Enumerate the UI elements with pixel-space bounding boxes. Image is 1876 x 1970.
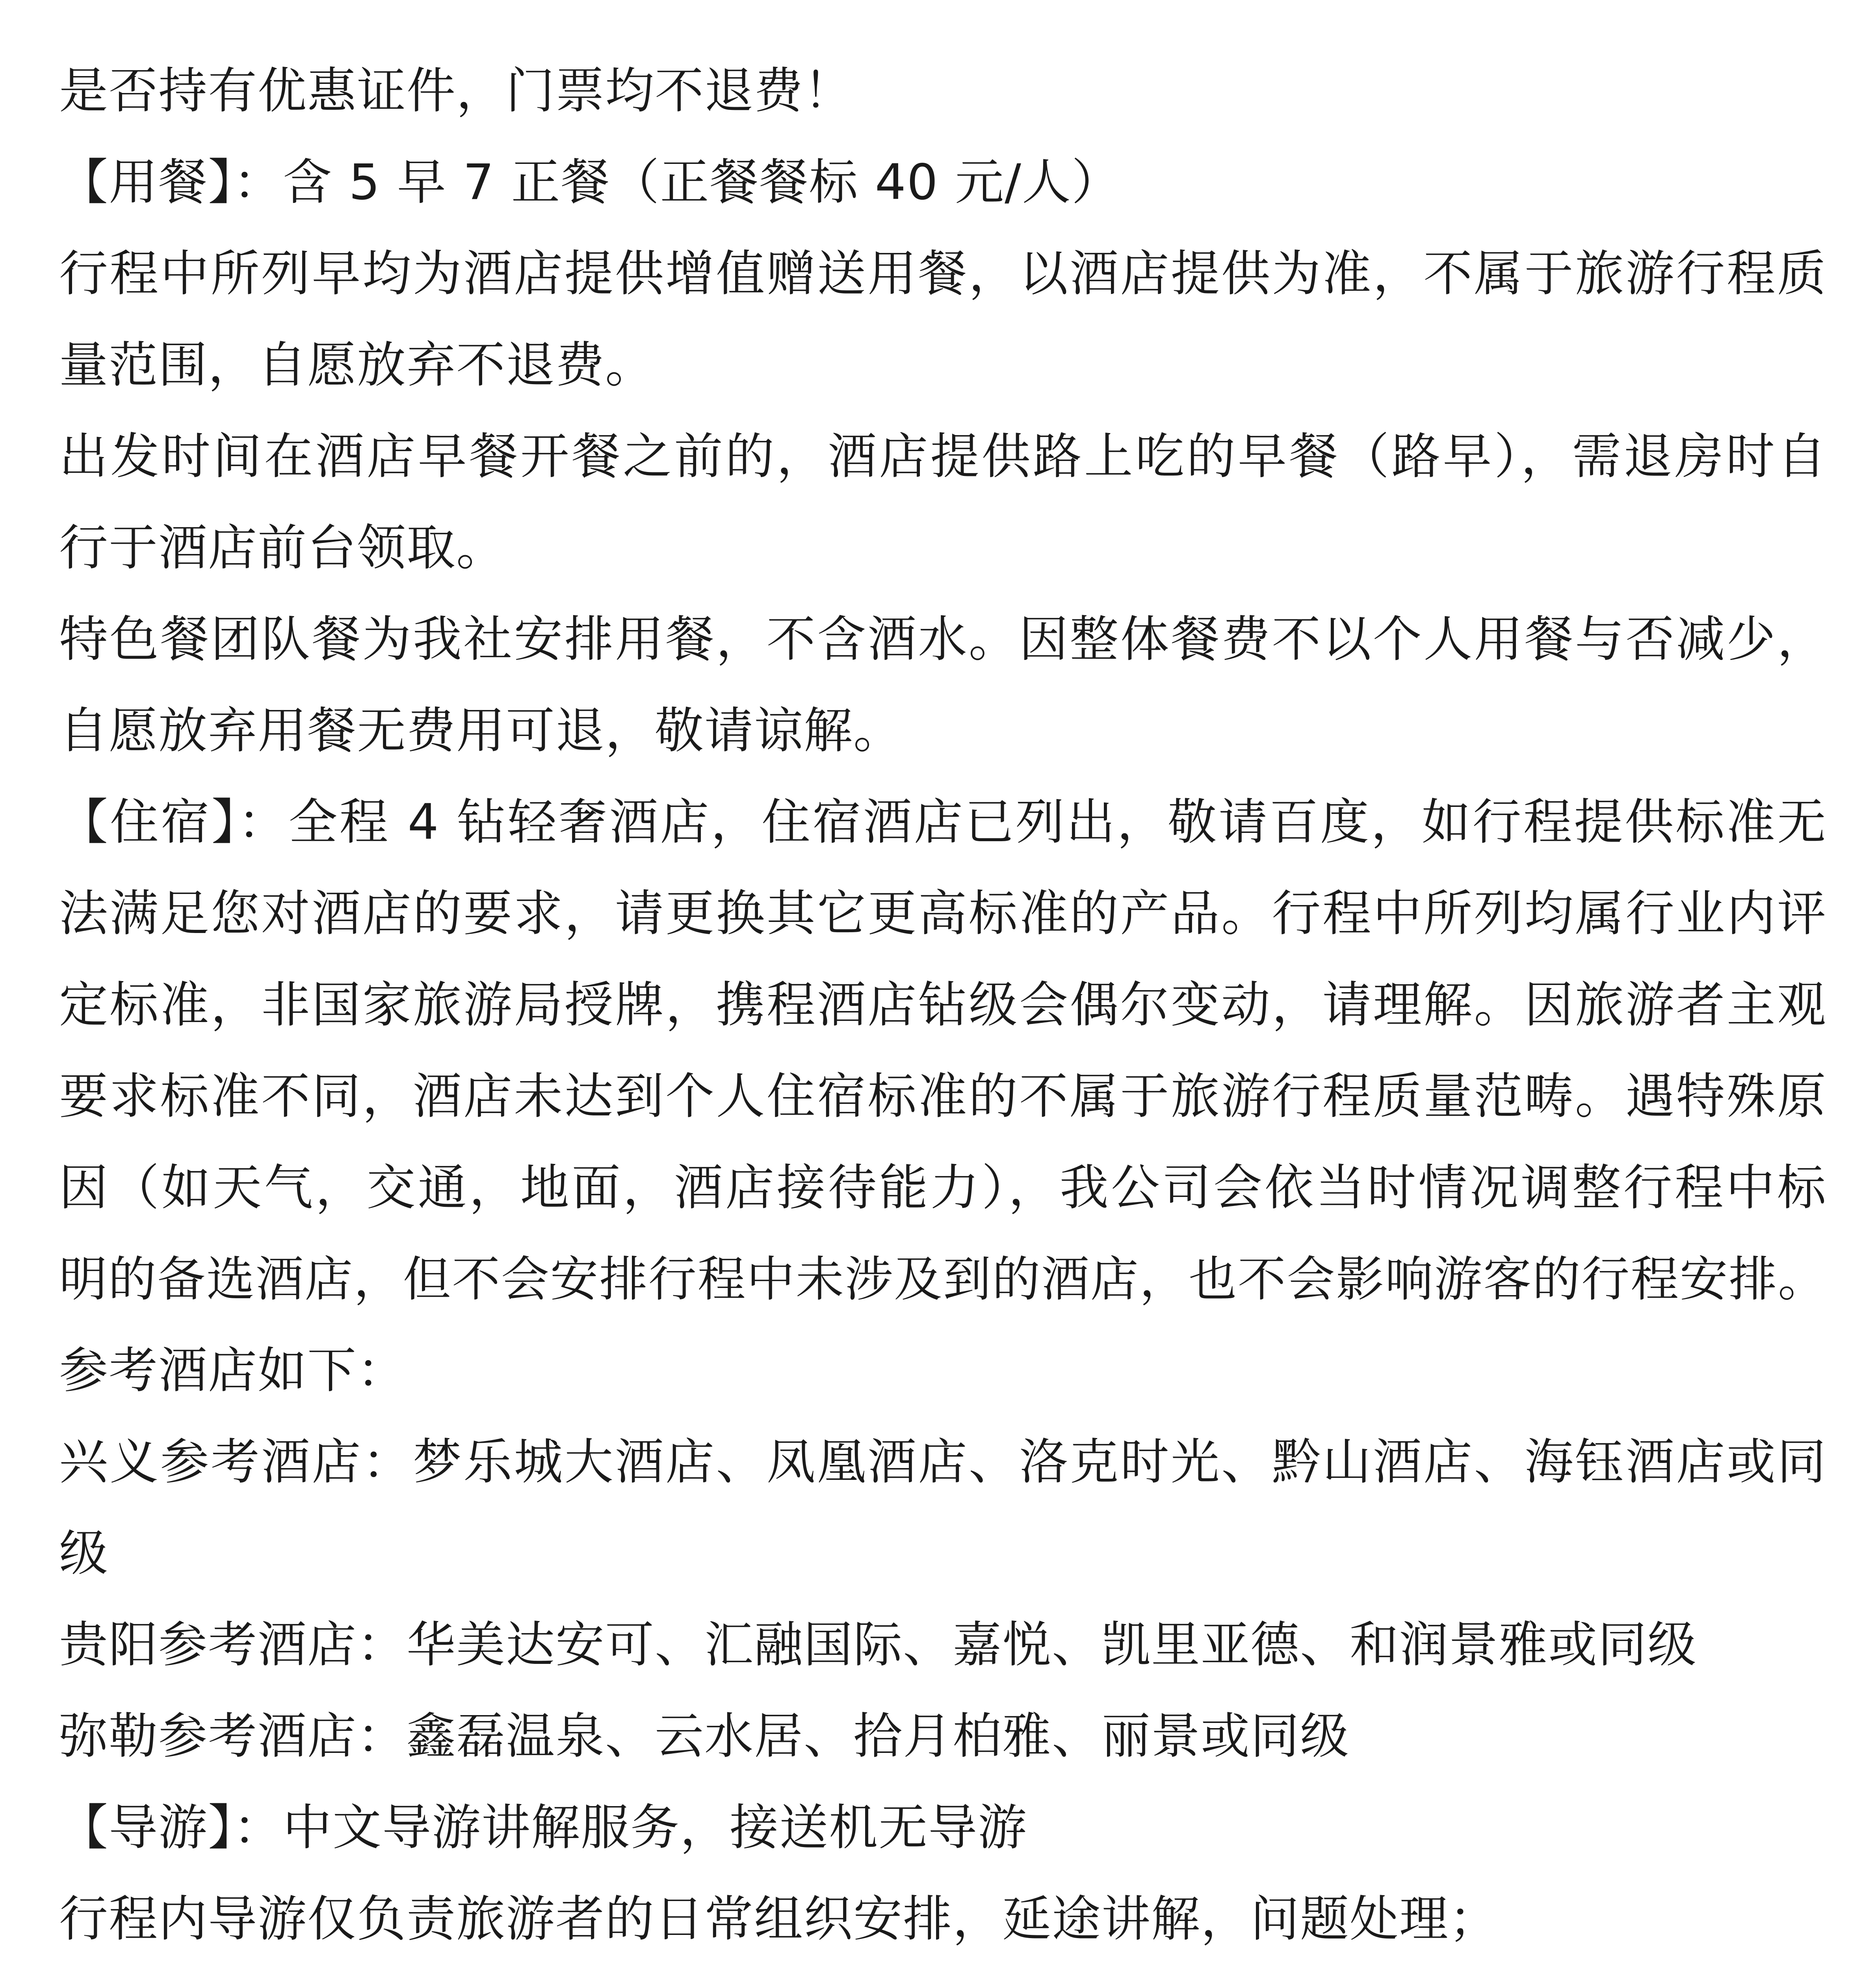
text-line: 贵阳参考酒店：华美达安可、汇融国际、嘉悦、凯里亚德、和润景雅或同级	[59, 1617, 1698, 1673]
text-line: 量范围，自愿放弃不退费。	[59, 337, 655, 394]
text-line: 是否持有优惠证件，门票均不退费！	[59, 63, 854, 119]
text-line: 特色餐团队餐为我社安排用餐，不含酒水。因整体餐费不以个人用餐与否减少，	[59, 611, 1827, 668]
text-line: 弥勒参考酒店：鑫磊温泉、云水居、拾月柏雅、丽景或同级	[59, 1708, 1350, 1765]
text-line: 要求标准不同，酒店未达到个人住宿标准的不属于旅游行程质量范畴。遇特殊原	[59, 1068, 1827, 1125]
text-line: 行程中所列早均为酒店提供增值赠送用餐，以酒店提供为准，不属于旅游行程质	[59, 245, 1827, 302]
text-line: 参考酒店如下：	[59, 1342, 407, 1399]
text-line: 因（如天气，交通，地面，酒店接待能力），我公司会依当时情况调整行程中标	[59, 1160, 1827, 1216]
text-line: 行于酒店前台领取。	[59, 520, 506, 576]
text-line: 自愿放弃用餐无费用可退，敬请谅解。	[59, 703, 903, 759]
text-line: 【用餐】：含 5 早 7 正餐（正餐餐标 40 元/人）	[59, 154, 1121, 211]
text-line: 明的备选酒店，但不会安排行程中未涉及到的酒店，也不会影响游客的行程安排。	[59, 1251, 1827, 1307]
text-line	[59, 1965, 1827, 1970]
text-line: 行程内导游仅负责旅游者的日常组织安排，延途讲解，问题处理；	[59, 1891, 1499, 1948]
text-line: 法满足您对酒店的要求，请更换其它更高标准的产品。行程中所列均属行业内评	[59, 885, 1827, 942]
text-line: 兴义参考酒店：梦乐城大酒店、凤凰酒店、洛克时光、黔山酒店、海钰酒店或同	[59, 1434, 1827, 1491]
text-line: 定标准，非国家旅游局授牌，携程酒店钻级会偶尔变动，请理解。因旅游者主观	[59, 977, 1827, 1033]
text-line: 【导游】：中文导游讲解服务，接送机无导游	[59, 1799, 1028, 1856]
text-line: 【住宿】：全程 4 钻轻奢酒店，住宿酒店已列出，敬请百度，如行程提供标准无	[59, 794, 1827, 851]
text-line: 出发时间在酒店早餐开餐之前的，酒店提供路上吃的早餐（路早），需退房时自	[59, 428, 1827, 485]
text-line: 级	[59, 1525, 109, 1582]
document-body	[59, 45, 1827, 1970]
